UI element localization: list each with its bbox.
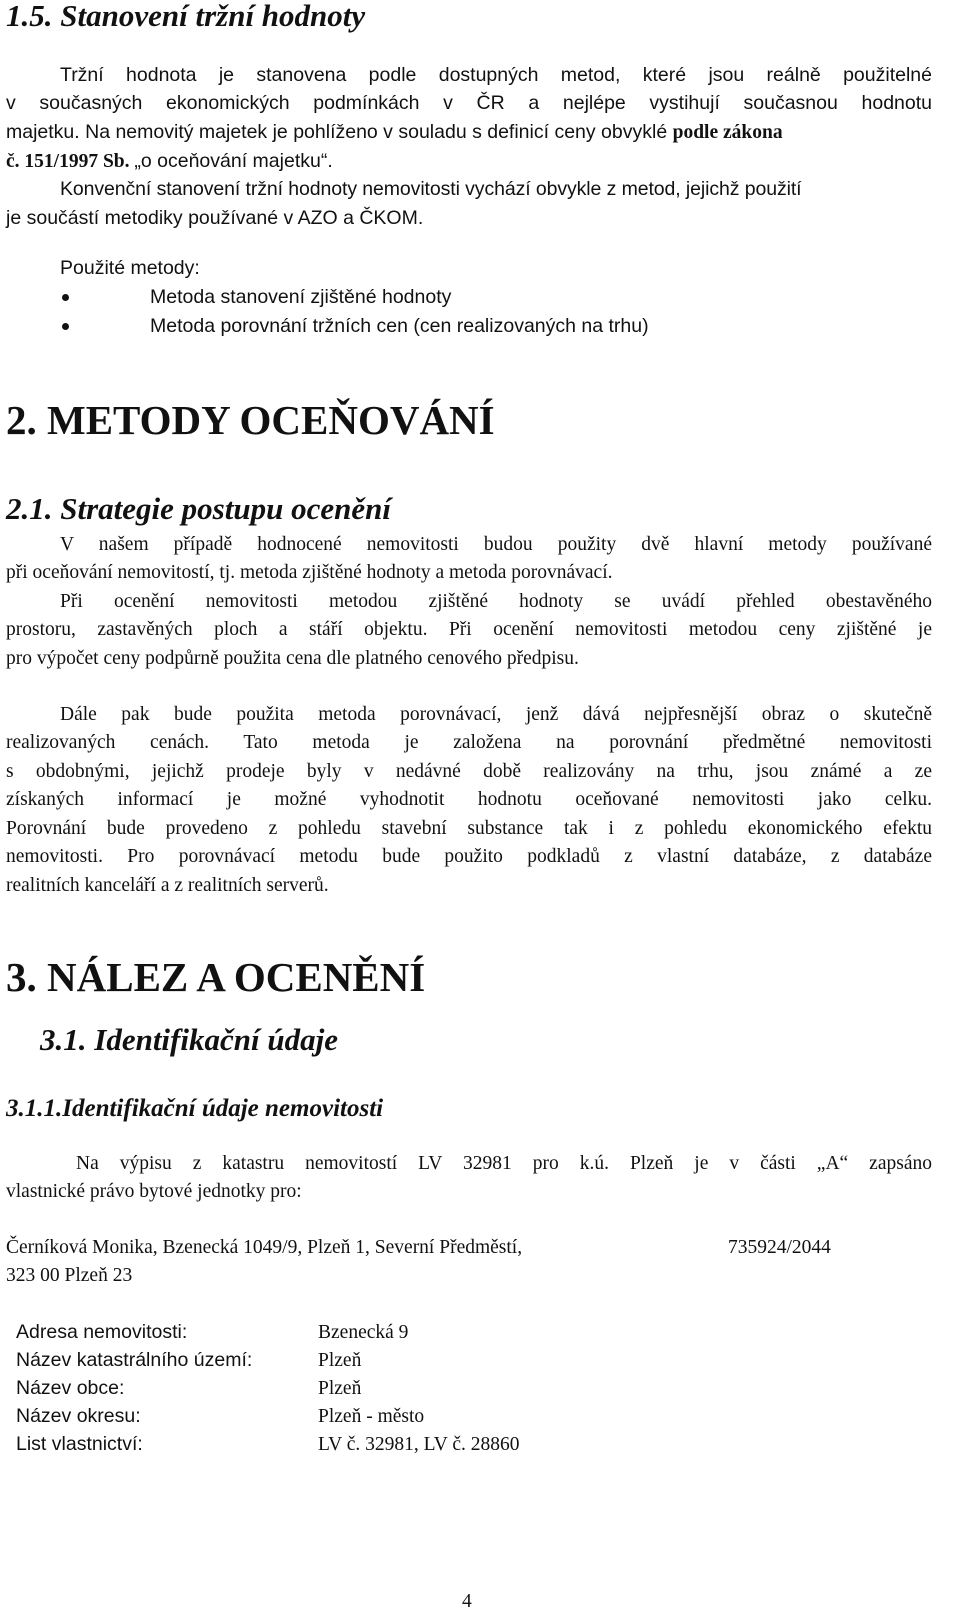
paragraph-line [6,147,333,176]
section-heading-3: 3. NÁLEZ A OCENĚNÍ [6,954,426,1000]
detail-value: Plzeň [318,1350,362,1371]
detail-value: LV č. 32981, LV č. 28860 [318,1434,520,1455]
law-title: „o oceňování majetku“. [134,150,333,172]
detail-value: Plzeň - město [318,1406,425,1427]
paragraph-line: pro výpočet ceny podpůrně použita cena dle platného cenového předpisu. [6,648,579,669]
paragraph-line: Dále pak bude použita metoda porovnávací, jenž dává nejpřesnější obraz o skutečně [60,704,932,725]
owner-id: 735924/2044 [728,1237,831,1258]
detail-value: Bzenecká 9 [318,1322,409,1343]
list-item: Metoda stanovení zjištěné hodnoty [150,286,452,308]
paragraph-line: Tržní hodnota je stanovena podle dostupných metod, které jsou reálně použitelné [60,64,932,86]
detail-label: Název katastrálního území: [16,1349,253,1371]
bullet-icon [62,294,69,301]
paragraph-line: při oceňování nemovitostí, tj. metoda zjištěné hodnoty a metoda porovnávací. [6,562,613,583]
paragraph-line: Porovnání bude provedeno z pohledu stavební substance tak i z pohledu ekonomického efektu [6,818,932,839]
paragraph-line: Na výpisu z katastru nemovitostí LV 32981 pro k.ú. Plzeň je v části „A“ zapsáno [76,1153,932,1174]
owner-postal: 323 00 Plzeň 23 [6,1265,133,1286]
section-heading-1-5: 1.5. Stanovení tržní hodnoty [6,0,366,33]
paragraph-line: je součástí metodiky používané v AZO a ČKOM. [6,207,424,229]
law-number: č. 151/1997 Sb. [6,151,130,172]
bullet-icon [62,323,69,330]
methods-label: Použité metody: [60,257,200,279]
detail-label: Název obce: [16,1377,125,1399]
paragraph-line: s obdobnými, jejichž prodeje byly v nedávné době realizovány na trhu, jsou známé a ze [6,761,932,782]
section-heading-3-1: 3.1. Identifikační údaje [40,1022,338,1057]
paragraph-line: získaných informací je možné vyhodnotit hodnotu oceňované nemovitosti jako celku. [6,789,932,810]
owner-name-address: Černíková Monika, Bzenecká 1049/9, Plzeň 1, Severní Předměstí, [6,1237,523,1258]
paragraph-line: Konvenční stanovení tržní hodnoty nemovitosti vychází obvykle z metod, jejichž použití [60,178,802,200]
paragraph-line: realizovaných cenách. Tato metoda je založena na porovnání předmětné nemovitosti [6,732,932,753]
paragraph-line: v současných ekonomických podmínkách v ČR a nejlépe vystihují současnou hodnotu [6,92,932,114]
paragraph-text: majetku. Na nemovitý majetek je pohlíženo v souladu s definicí ceny obvyklé [6,121,668,143]
detail-value: Plzeň [318,1378,362,1399]
page-number: 4 [462,1591,472,1612]
paragraph-line [6,118,783,147]
detail-label: List vlastnictví: [16,1433,143,1455]
paragraph-line: realitních kanceláří a z realitních serverů. [6,875,329,896]
paragraph-line: nemovitosti. Pro porovnávací metodu bude použito podkladů z vlastní databáze, z databáze [6,846,932,867]
list-item: Metoda porovnání tržních cen (cen realizovaných na trhu) [150,315,649,337]
law-reference: podle zákona [672,122,783,143]
detail-label: Adresa nemovitosti: [16,1321,188,1343]
section-heading-2-1: 2.1. Strategie postupu ocenění [6,491,391,526]
section-heading-2: 2. METODY OCEŇOVÁNÍ [6,397,495,443]
paragraph-line: vlastnické právo bytové jednotky pro: [6,1181,302,1202]
paragraph-line: prostoru, zastavěných ploch a stáří objektu. Při ocenění nemovitosti metodou ceny zjištěné je [6,619,932,640]
detail-label: Název okresu: [16,1405,141,1427]
paragraph-line: Při ocenění nemovitosti metodou zjištěné hodnoty se uvádí přehled obestavěného [60,591,932,612]
paragraph-line: V našem případě hodnocené nemovitosti budou použity dvě hlavní metody používané [60,534,932,555]
section-heading-3-1-1: 3.1.1.Identifikační údaje nemovitosti [6,1095,384,1122]
